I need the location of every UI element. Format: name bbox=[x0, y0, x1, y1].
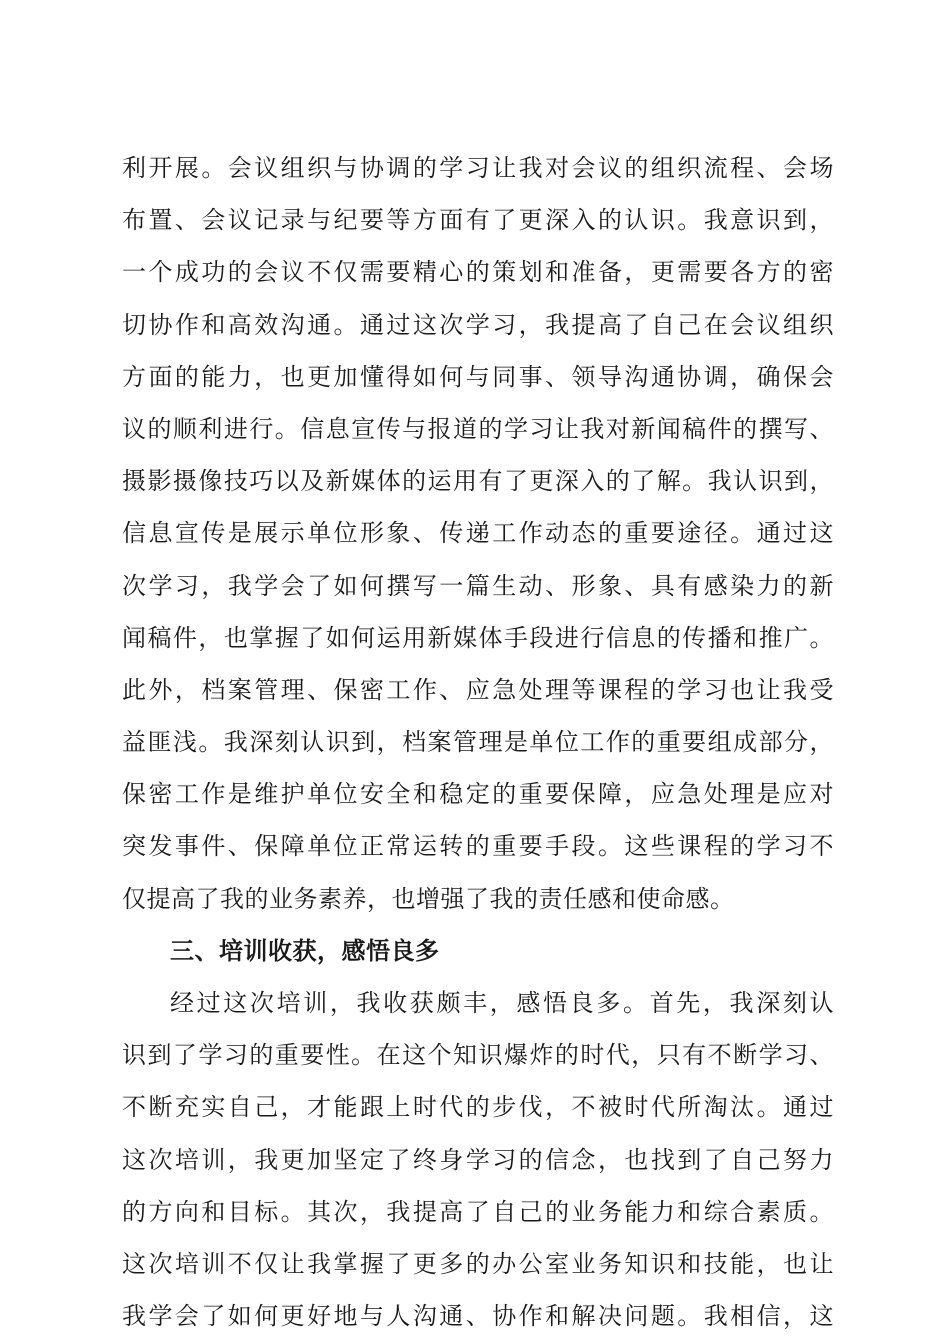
paragraph-line: 的方向和目标。其次，我提高了自己的业务能力和综合素质。 bbox=[122, 1197, 834, 1226]
paragraph-line: 切协作和高效沟通。通过这次学习，我提高了自己在会议组织 bbox=[122, 310, 834, 339]
paragraph-line: 突发事件、保障单位正常运转的重要手段。这些课程的学习不 bbox=[122, 832, 834, 861]
paragraph-line: 布置、会议记录与纪要等方面有了更深入的认识。我意识到， bbox=[122, 206, 834, 235]
paragraph-line: 方面的能力，也更加懂得如何与同事、领导沟通协调，确保会 bbox=[122, 362, 834, 391]
paragraph-line: 次学习，我学会了如何撰写一篇生动、形象、具有感染力的新 bbox=[122, 571, 834, 600]
paragraph-line: 一个成功的会议不仅需要精心的策划和准备，更需要各方的密 bbox=[122, 258, 834, 287]
paragraph-line: 益匪浅。我深刻认识到，档案管理是单位工作的重要组成部分， bbox=[122, 728, 834, 757]
paragraph-line: 议的顺利进行。信息宣传与报道的学习让我对新闻稿件的撰写、 bbox=[122, 414, 834, 443]
paragraph-line: 保密工作是维护单位安全和稳定的重要保障，应急处理是应对 bbox=[122, 780, 834, 809]
paragraph-line: 仅提高了我的业务素养，也增强了我的责任感和使命感。 bbox=[122, 884, 735, 913]
paragraph-line: 不断充实自己，才能跟上时代的步伐，不被时代所淘汰。通过 bbox=[122, 1093, 834, 1122]
paragraph-line: 我学会了如何更好地与人沟通、协作和解决问题。我相信，这 bbox=[122, 1302, 834, 1331]
document-body bbox=[122, 142, 834, 1342]
paragraph-line: 这次培训，我更加坚定了终身学习的信念，也找到了自己努力 bbox=[122, 1145, 834, 1174]
paragraph-line: 闻稿件，也掌握了如何运用新媒体手段进行信息的传播和推广。 bbox=[122, 623, 834, 652]
paragraph-line: 利开展。会议组织与协调的学习让我对会议的组织流程、会场 bbox=[122, 154, 834, 182]
paragraph-line: 识到了学习的重要性。在这个知识爆炸的时代，只有不断学习、 bbox=[122, 1041, 834, 1070]
section-heading: 三、培训收获，感悟良多 bbox=[170, 936, 440, 965]
paragraph-line: 这次培训不仅让我掌握了更多的办公室业务知识和技能，也让 bbox=[122, 1249, 834, 1278]
paragraph-line: 此外，档案管理、保密工作、应急处理等课程的学习也让我受 bbox=[122, 675, 834, 704]
paragraph-line: 信息宣传是展示单位形象、传递工作动态的重要途径。通过这 bbox=[122, 519, 834, 548]
paragraph-line: 经过这次培训，我收获颇丰，感悟良多。首先，我深刻认 bbox=[170, 989, 834, 1017]
paragraph-line: 摄影摄像技巧以及新媒体的运用有了更深入的了解。我认识到， bbox=[122, 467, 834, 496]
